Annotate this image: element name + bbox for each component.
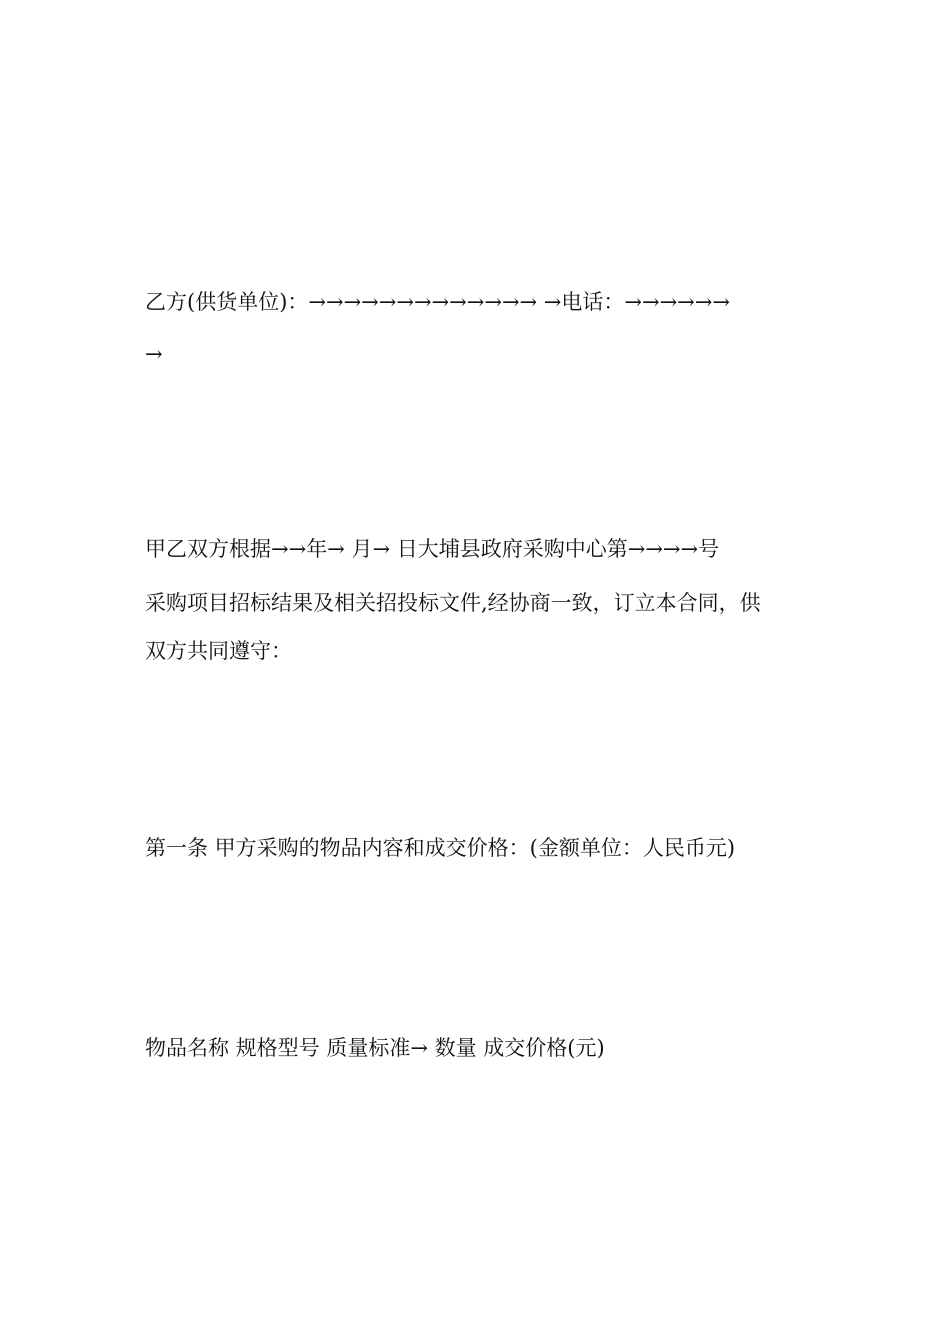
party-b-line: 乙方(供货单位)：→→→→→→→→→→→→→ →电话：→→→→→→ bbox=[145, 290, 730, 314]
agreement-paragraph-line-2: 采购项目招标结果及相关招投标文件,经协商一致，订立本合同，供 bbox=[145, 591, 761, 615]
party-b-line-continued: → bbox=[145, 342, 163, 366]
items-table-header: 物品名称 规格型号 质量标准→ 数量 成交价格(元) bbox=[145, 1036, 605, 1060]
agreement-paragraph-line-3: 双方共同遵守： bbox=[145, 639, 292, 663]
agreement-paragraph-line-1: 甲乙双方根据→→年→ 月→ 日大埔县政府采购中心第→→→→号 bbox=[145, 537, 720, 561]
article-one-heading: 第一条 甲方采购的物品内容和成交价格：(金额单位：人民币元) bbox=[145, 836, 736, 860]
